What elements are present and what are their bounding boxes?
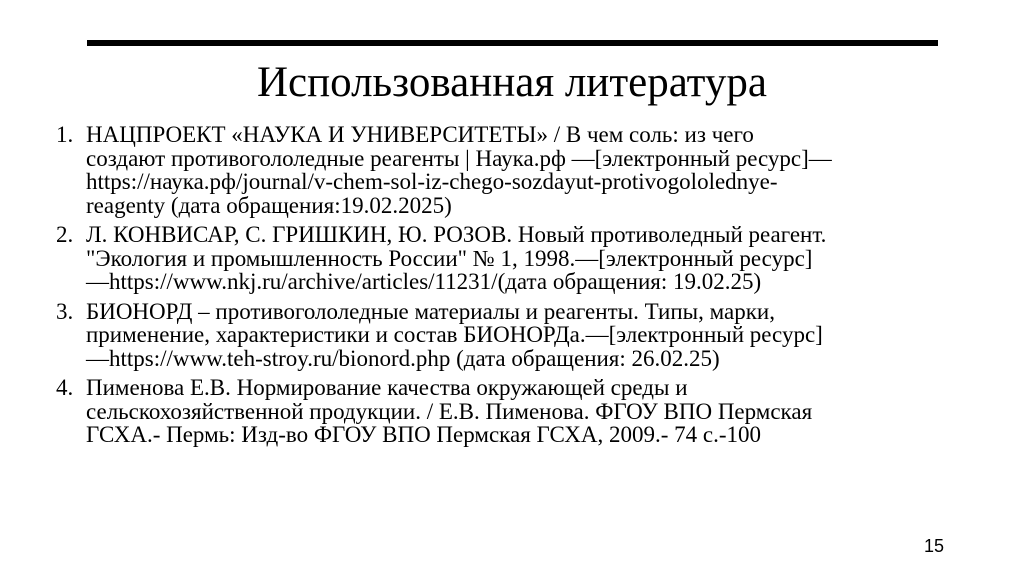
reference-number: 4. — [56, 375, 74, 400]
reference-line: сельскохозяйственной продукции. / Е.В. Пименова. ФГОУ ВПО Пермская — [86, 398, 813, 424]
reference-line: создают противогололедные реагенты | Наука.рф —[электронный ресурс]— — [86, 145, 832, 171]
reference-line: —https://www.teh-stroy.ru/bionord.php (дата обращения: 26.02.25) — [86, 345, 720, 371]
reference-item-3 — [56, 300, 996, 371]
reference-number: 1. — [56, 122, 74, 147]
reference-line: reagenty (дата обращения:19.02.2025) — [86, 192, 452, 218]
reference-line: БИОНОРД – противогололедные материалы и реагенты. Типы, марки, — [86, 298, 775, 324]
reference-line: Л. КОНВИСАР, С. ГРИШКИН, Ю. РОЗОВ. Новый противоледный реагент. — [86, 222, 827, 247]
reference-item-2 — [56, 223, 996, 294]
reference-line: https://наука.рф/journal/v-chem-sol-iz-chego-sozdayut-protivogololednye- — [86, 169, 778, 194]
reference-line: —https://www.nkj.ru/archive/articles/11231/(дата обращения: 19.02.25) — [86, 269, 762, 294]
page-number: 15 — [924, 536, 945, 556]
title-top-rule — [87, 40, 938, 46]
reference-line: "Экология и промышленность России" № 1, 1998.—[электронный ресурс] — [86, 245, 813, 271]
reference-number: 2. — [56, 222, 74, 247]
reference-item-1 — [56, 123, 996, 217]
reference-line: Пименова Е.В. Нормирование качества окружающей среды и — [86, 375, 688, 400]
reference-item-4 — [56, 376, 996, 447]
slide-title: Использованная литература — [257, 59, 767, 106]
reference-number: 3. — [56, 298, 74, 324]
reference-line: применение, характеристики и состав БИОНОРДа.—[электронный ресурс] — [86, 322, 823, 347]
reference-line: ГСХА.- Пермь: Изд-во ФГОУ ВПО Пермская ГСХА, 2009.- 74 с.-100 — [86, 422, 762, 447]
reference-list — [56, 123, 996, 453]
reference-line: НАЦПРОЕКТ «НАУКА И УНИВЕРСИТЕТЫ» / В чем соль: из чего — [86, 122, 754, 147]
